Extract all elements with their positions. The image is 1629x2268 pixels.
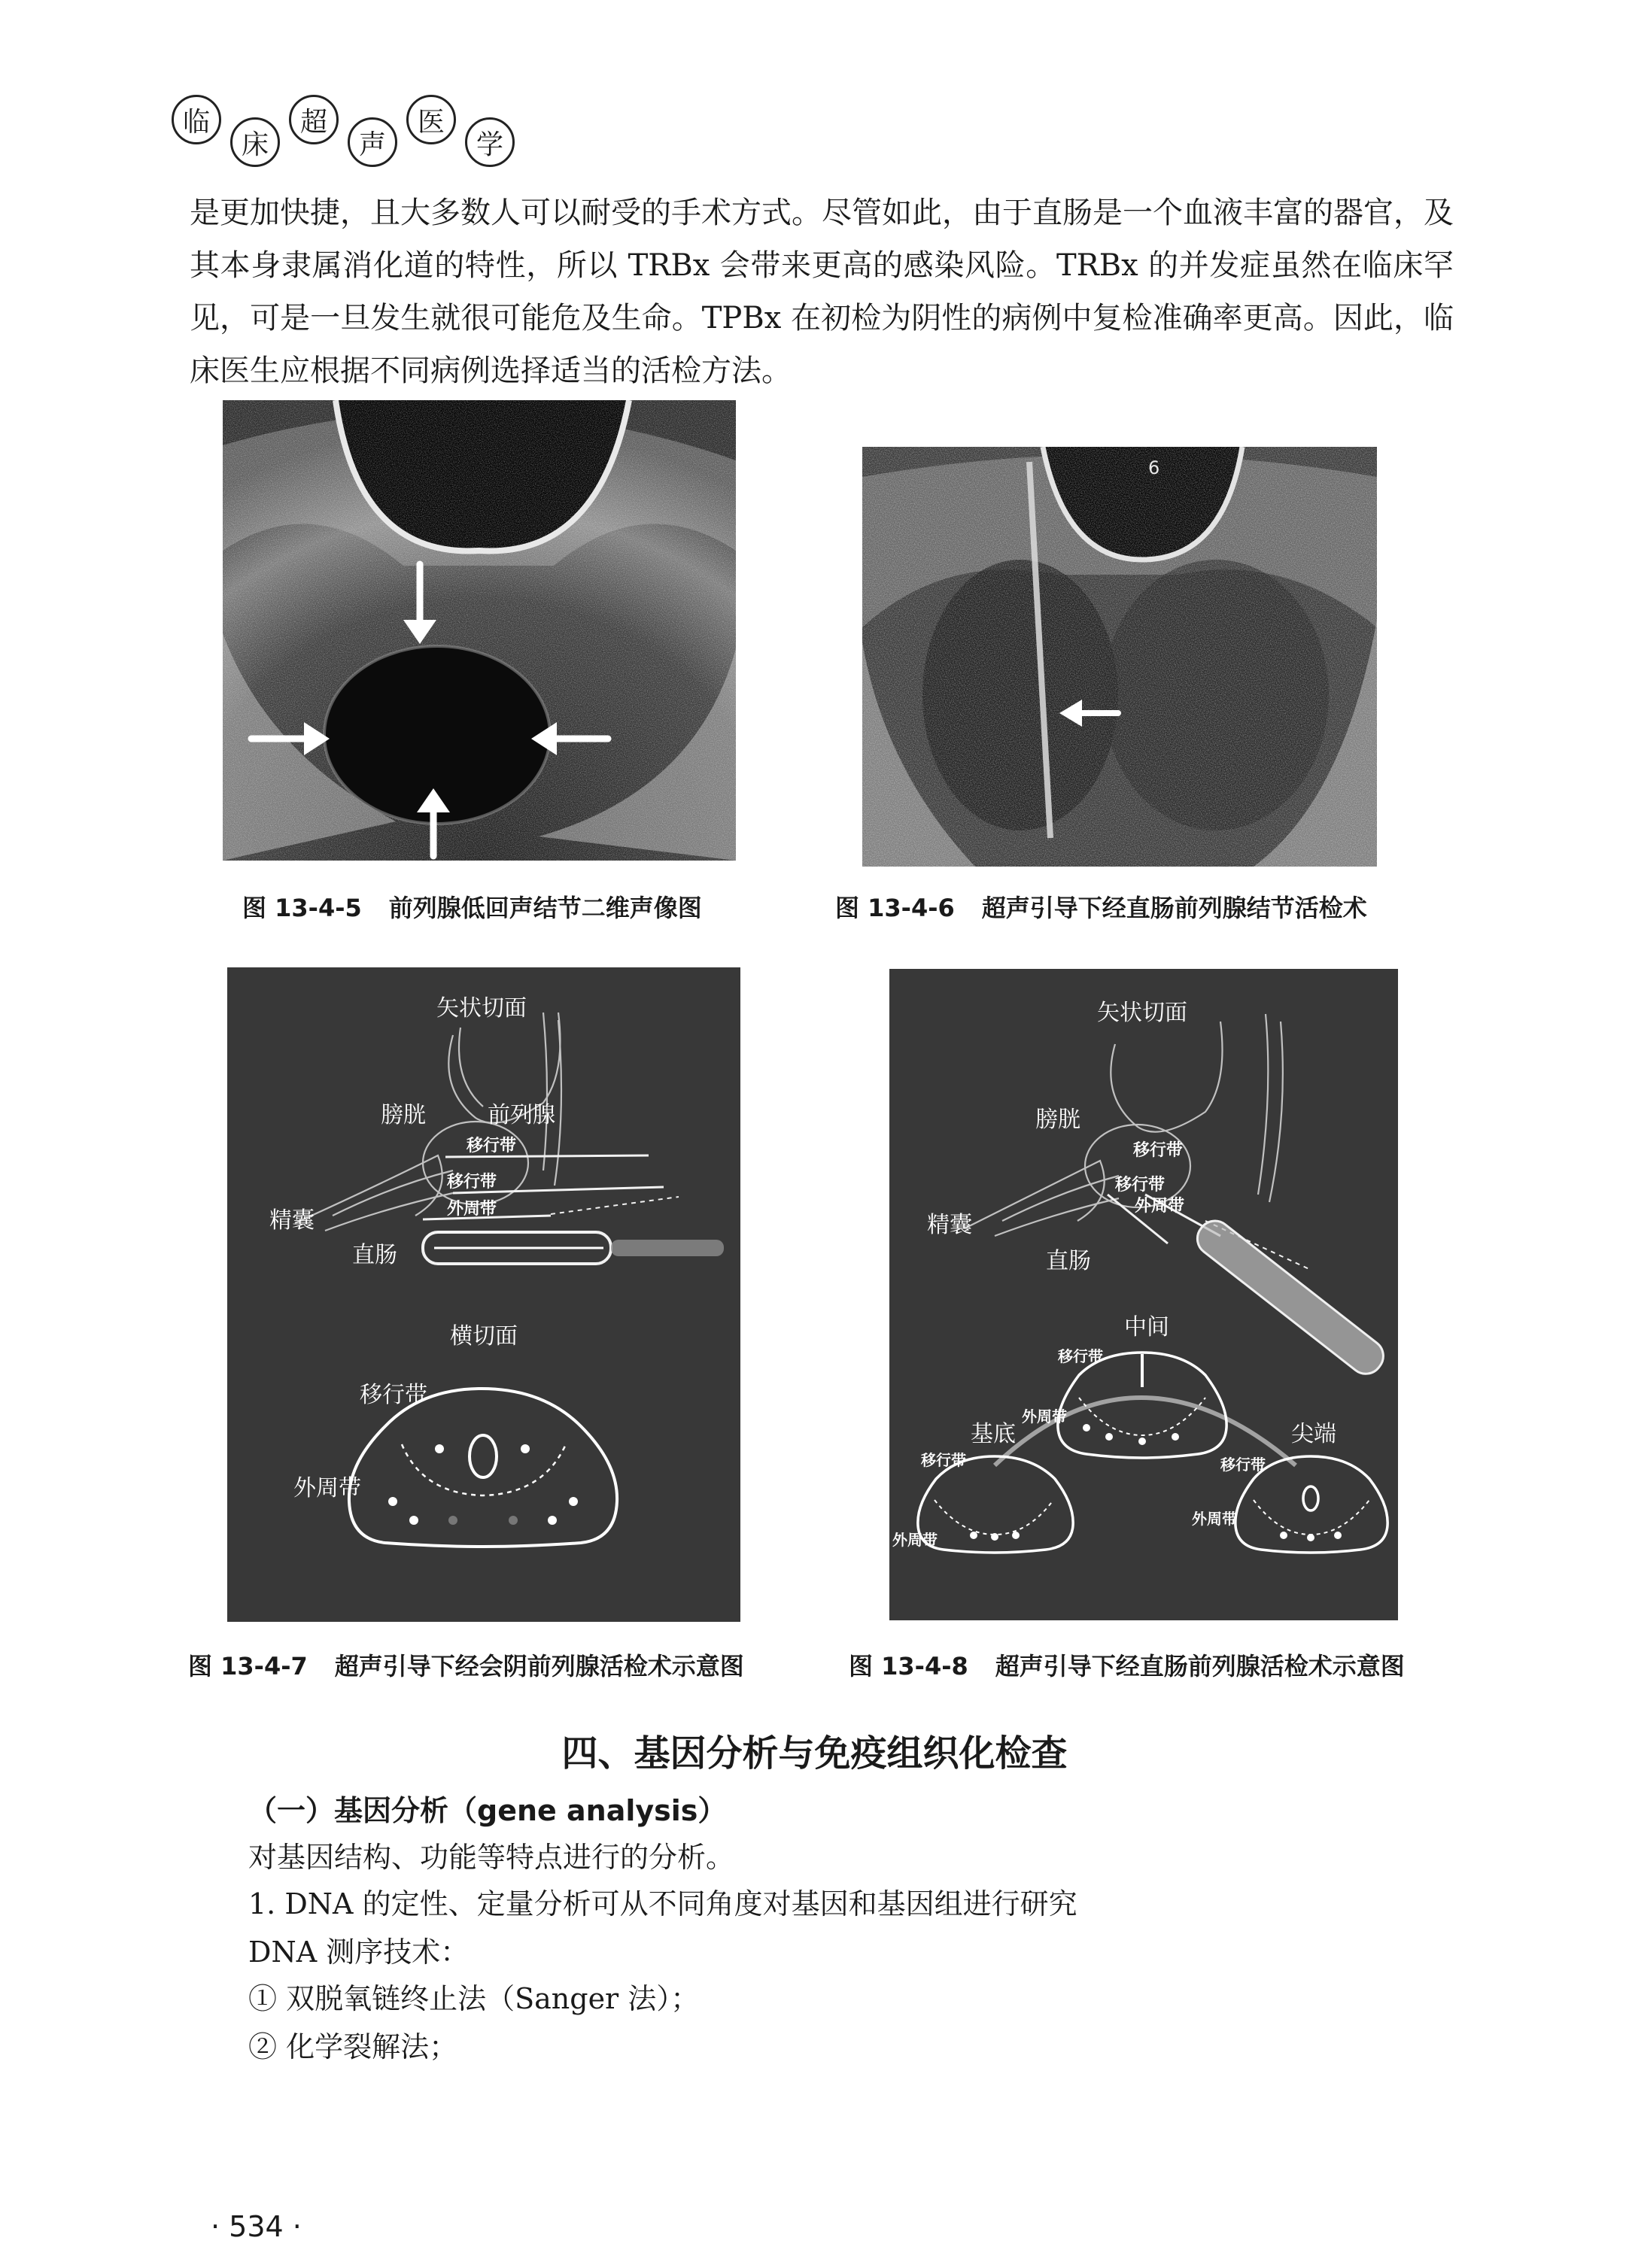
label-transition-zone: 移行带	[360, 1382, 427, 1408]
label-rectum: 直肠	[1046, 1248, 1091, 1274]
body-line: 对基因结构、功能等特点进行的分析。	[248, 1841, 735, 1874]
figure-title: 前列腺低回声结节二维声像图	[388, 894, 702, 922]
figure-number: 图 13-4-5	[242, 894, 362, 922]
label-sagittal: 矢状切面	[436, 995, 527, 1022]
figure-title: 超声引导下经会阴前列腺活检术示意图	[334, 1652, 744, 1681]
label-middle: 中间	[1124, 1314, 1169, 1340]
label-seminal-vesicle: 精囊	[269, 1207, 315, 1234]
header-char: 超	[289, 95, 339, 144]
label-transition-zone: 移行带	[921, 1451, 966, 1469]
figure-13-4-6-ultrasound	[862, 447, 1377, 867]
label-transition-zone: 移行带	[467, 1136, 517, 1155]
figure-13-4-6-caption	[835, 889, 1367, 924]
header-char: 床	[230, 117, 280, 167]
label-apex: 尖端	[1291, 1421, 1336, 1447]
label-sagittal: 矢状切面	[1097, 1000, 1187, 1026]
list-item: ② 化学裂解法；	[248, 2030, 458, 2063]
label-peripheral-zone: 外周带	[1022, 1407, 1067, 1425]
label-peripheral-zone: 外周带	[1192, 1510, 1237, 1528]
label-base: 基底	[971, 1421, 1016, 1447]
label-transition-zone: 移行带	[1220, 1456, 1266, 1474]
label-peripheral-zone: 外周带	[892, 1531, 938, 1549]
body-line: 1. DNA 的定性、定量分析可从不同角度对基因和基因组进行研究	[248, 1887, 1077, 1920]
label-peripheral-zone: 外周带	[447, 1199, 497, 1219]
figure-number: 图 13-4-8	[849, 1652, 968, 1681]
label-transition-zone: 移行带	[1058, 1347, 1103, 1365]
header-char: 医	[406, 95, 456, 144]
figure-number: 图 13-4-7	[188, 1652, 308, 1681]
label-bladder: 膀胱	[381, 1102, 426, 1128]
figure-13-4-8-diagram	[889, 969, 1398, 1620]
label-transition-zone: 移行带	[1133, 1140, 1184, 1160]
label-transition-zone: 移行带	[447, 1172, 497, 1192]
figure-13-4-5-ultrasound	[223, 400, 736, 861]
label-prostate: 前列腺	[488, 1102, 555, 1128]
label-seminal-vesicle: 精囊	[927, 1212, 972, 1238]
section-title: 四、基因分析与免疫组织化检查	[561, 1732, 1068, 1775]
label-transverse: 横切面	[450, 1323, 518, 1350]
label-rectum: 直肠	[352, 1242, 397, 1268]
label-peripheral-zone: 外周带	[1135, 1196, 1185, 1216]
page-number: · 534 ·	[211, 2210, 302, 2243]
label-transition-zone: 移行带	[1115, 1175, 1166, 1195]
label-bladder: 膀胱	[1035, 1107, 1080, 1133]
header-char: 临	[172, 95, 221, 144]
running-header	[172, 95, 524, 167]
header-char: 学	[465, 117, 515, 167]
list-item: ① 双脱氧链终止法（Sanger 法）；	[248, 1982, 700, 2015]
intro-paragraph: 是更加快捷，且大多数人可以耐受的手术方式。尽管如此，由于直肠是一个血液丰富的器官，及其本身隶属消化道的特性，所以 TRBx 会带来更高的感染风险。TRBx 的并发症虽然在临床罕见，可是一旦发生就很可能危及生命。TPBx 在初检为阴性的病例中复检准确率更高。因此，临床医生应根据不同病例选择适当的活检方法。	[190, 196, 1454, 388]
header-char: 声	[348, 117, 397, 167]
figure-number: 图 13-4-6	[835, 894, 955, 922]
figure-13-4-5-caption	[242, 889, 702, 924]
body-line: DNA 测序技术：	[248, 1936, 470, 1969]
label-peripheral-zone: 外周带	[293, 1475, 361, 1501]
figure-title: 超声引导下经直肠前列腺结节活检术	[981, 894, 1367, 922]
subsection-heading: （一）基因分析（gene analysis）	[248, 1794, 727, 1827]
figure-13-4-8-caption	[849, 1647, 1405, 1682]
figure-title: 超声引导下经直肠前列腺活检术示意图	[995, 1652, 1405, 1681]
figure-13-4-7-caption	[188, 1647, 744, 1682]
figure-13-4-7-diagram	[227, 967, 740, 1622]
overlay-number: 6	[1148, 457, 1160, 478]
